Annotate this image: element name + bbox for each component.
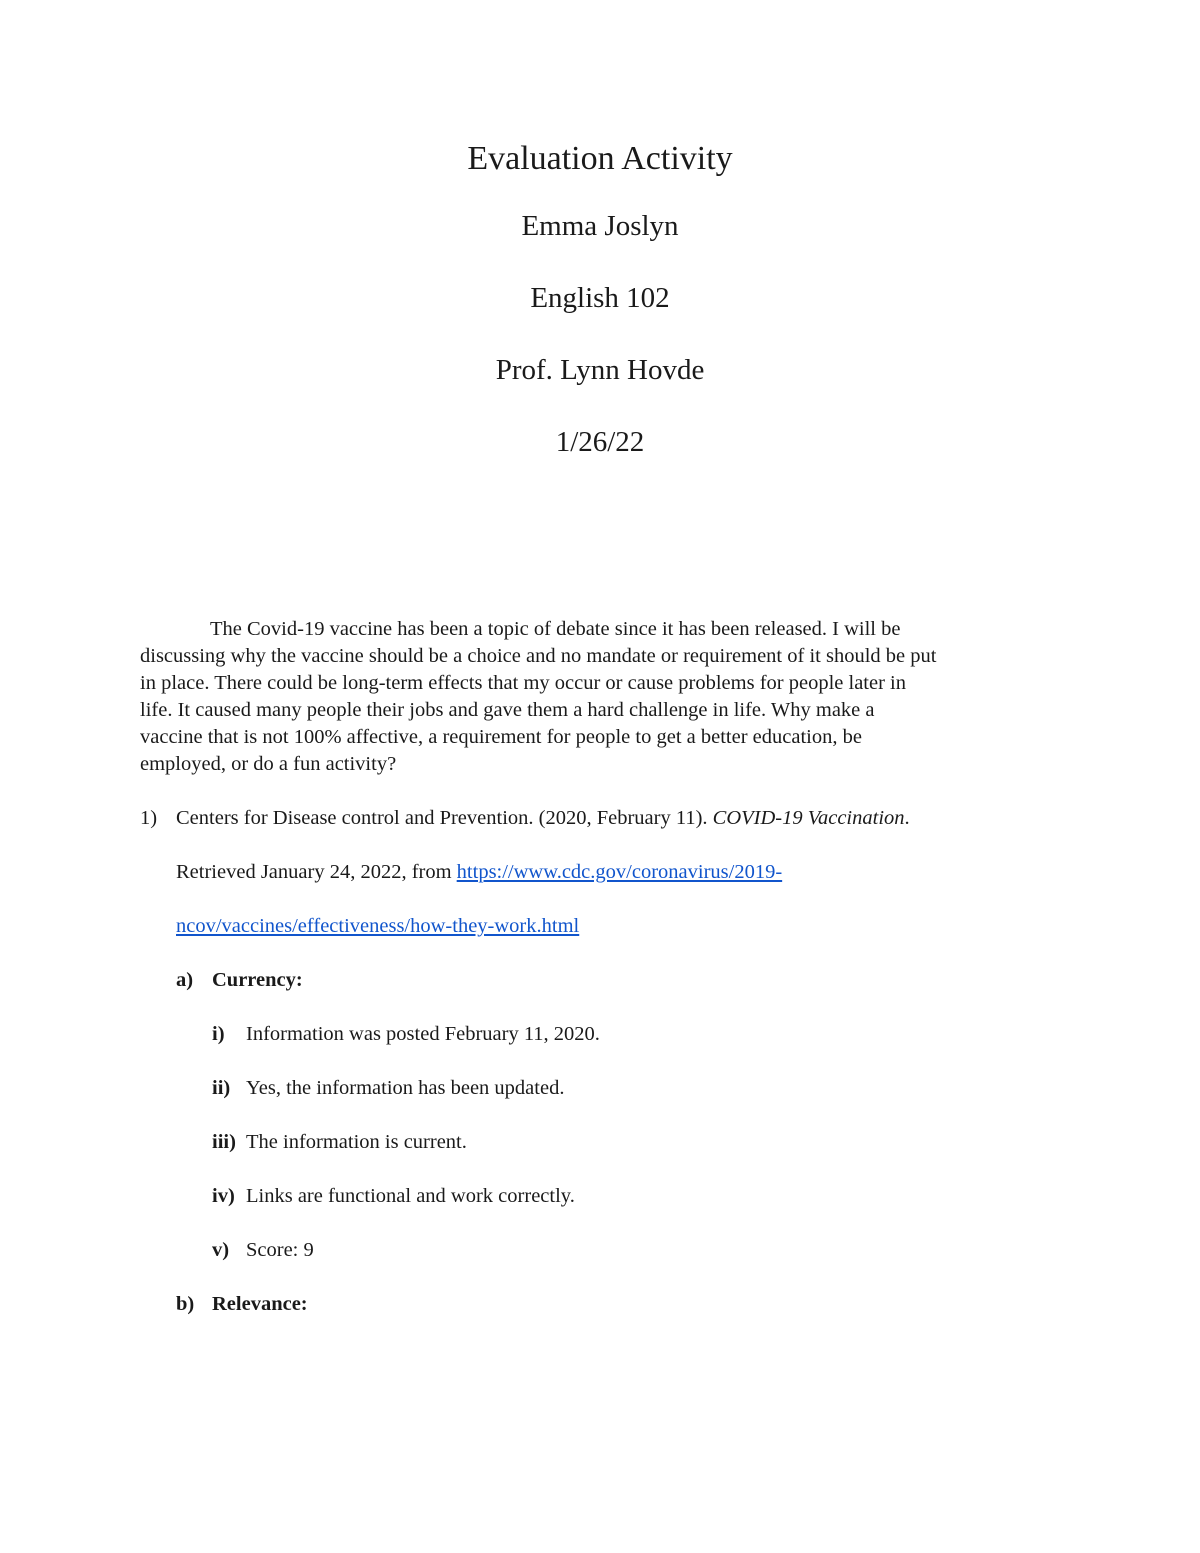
citation-suffix: . xyxy=(904,807,910,829)
intro-line: in place. There could be long-term effects that my occur or cause problems for people later in xyxy=(140,672,906,694)
item-text: Yes, the information has been updated. xyxy=(246,1077,565,1099)
item-text: Information was posted February 11, 2020. xyxy=(246,1023,600,1045)
currency-title: Currency: xyxy=(212,969,303,991)
retrieved-prefix: Retrieved January 24, 2022, from xyxy=(176,861,457,883)
retrieved-line xyxy=(176,859,782,886)
intro-paragraph xyxy=(140,616,1070,778)
intro-line: employed, or do a fun activity? xyxy=(140,753,397,775)
item-text: Links are functional and work correctly. xyxy=(246,1185,575,1207)
citation-title: COVID-19 Vaccination xyxy=(712,807,905,829)
course-name: English 102 xyxy=(530,282,670,314)
item-marker: i) xyxy=(212,1023,225,1045)
relevance-title: Relevance: xyxy=(212,1293,308,1315)
intro-line: discussing why the vaccine should be a choice and no mandate or requirement of it should be put xyxy=(140,645,937,667)
relevance-label: b) xyxy=(176,1293,195,1315)
link-continuation-line xyxy=(176,913,579,940)
intro-line: vaccine that is not 100% affective, a requirement for people to get a better education, be xyxy=(140,726,862,748)
item-marker: ii) xyxy=(212,1077,231,1099)
currency-label: a) xyxy=(176,969,194,991)
intro-line: life. It caused many people their jobs and gave them a hard challenge in life. Why make a xyxy=(140,699,875,721)
professor-name: Prof. Lynn Hovde xyxy=(495,354,705,386)
citation-prefix: Centers for Disease control and Prevention. (2020, February 11). xyxy=(176,807,713,829)
intro-line: The Covid-19 vaccine has been a topic of debate since it has been released. I will be xyxy=(210,618,901,640)
document-title: Evaluation Activity xyxy=(467,140,733,177)
source-link-continued[interactable]: ncov/vaccines/effectiveness/how-they-work.html xyxy=(176,915,580,937)
item-marker: iii) xyxy=(212,1131,236,1153)
item-marker: iv) xyxy=(212,1185,235,1207)
document-date: 1/26/22 xyxy=(555,426,645,458)
source-number: 1) xyxy=(140,807,158,829)
source-link[interactable]: https://www.cdc.gov/coronavirus/2019- xyxy=(456,861,783,883)
author-name: Emma Joslyn xyxy=(521,210,679,242)
item-text: The information is current. xyxy=(246,1131,467,1153)
item-text: Score: 9 xyxy=(246,1239,314,1261)
item-marker: v) xyxy=(212,1239,230,1261)
citation-text xyxy=(176,805,910,832)
